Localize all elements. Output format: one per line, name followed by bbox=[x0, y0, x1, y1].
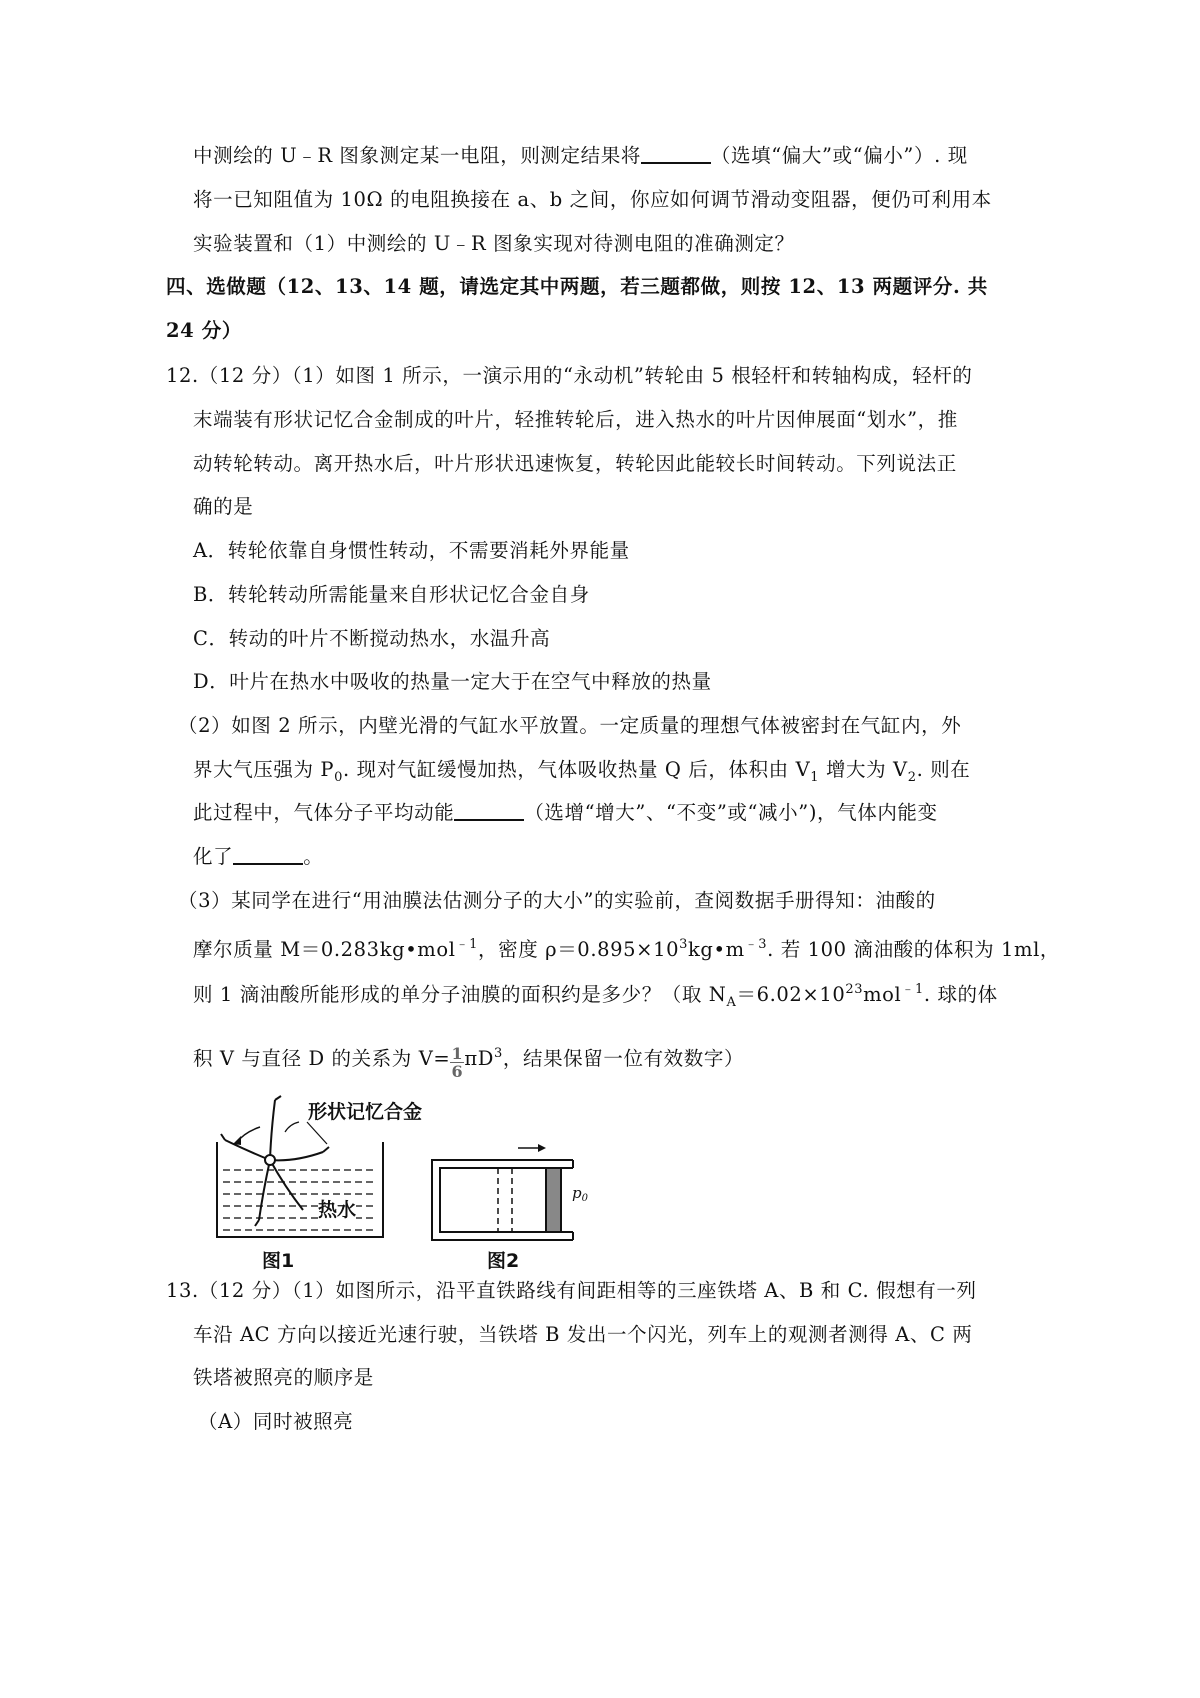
text-span: 积 V 与直径 D 的关系为 V= bbox=[193, 1047, 451, 1070]
question-13-text: 13.（12 分）（1）如图所示，沿平直铁路线有间距相等的三座铁塔 A、B 和 C. 假想有一列 bbox=[166, 1279, 977, 1302]
text-line bbox=[193, 142, 968, 170]
section-heading: 四、选做题（12、13、14 题，请选定其中两题，若三题都做，则按 12、13 两题评分. 共 bbox=[166, 275, 988, 298]
text-span: 则 1 滴油酸所能形成的单分子油膜的面积约是多少？（取 N bbox=[193, 983, 727, 1006]
figure-2-caption: 图2 bbox=[487, 1250, 520, 1272]
text-span: 增大为 V bbox=[819, 758, 908, 781]
subscript: 0 bbox=[581, 1193, 588, 1204]
superscript: ﹣3 bbox=[744, 937, 768, 952]
text-line: 实验装置和（1）中测绘的 U﹣R 图象实现对待测电阻的准确测定？ bbox=[193, 232, 795, 255]
text-line: 动转轮转动。离开热水后，叶片形状迅速恢复，转轮因此能较长时间转动。下列说法正 bbox=[193, 452, 957, 475]
option-a: （A）同时被照亮 bbox=[198, 1410, 354, 1433]
text-span: πD bbox=[464, 1047, 494, 1070]
text-span: . 现对气缸缓慢加热，气体吸收热量 Q 后，体积由 V bbox=[343, 758, 811, 781]
text-span: 界大气压强为 P bbox=[193, 758, 335, 781]
text-line bbox=[193, 843, 323, 871]
option-c: C．转动的叶片不断搅动热水，水温升高 bbox=[193, 627, 551, 650]
text-span: （选填“偏大”或“偏小”）. 现 bbox=[710, 144, 968, 167]
superscript: ﹣1 bbox=[455, 937, 479, 952]
text-line: 确的是 bbox=[193, 495, 254, 518]
text-span: （选增“增大”、“不变”或“减小”)，气体内能变 bbox=[524, 801, 938, 824]
answer-blank bbox=[641, 142, 711, 164]
text-span: ＝6.02×10 bbox=[736, 983, 846, 1006]
subscript: A bbox=[726, 995, 737, 1010]
text-span: 化了 bbox=[193, 845, 234, 868]
text-line bbox=[193, 931, 1060, 964]
text-line: 末端装有形状记忆合金制成的叶片，轻推转轮后，进入热水的叶片因伸展面“划水”，推 bbox=[193, 408, 958, 431]
text-span: 中测绘的 U﹣R 图象测定某一电阻，则测定结果将 bbox=[193, 144, 641, 167]
text-line bbox=[193, 799, 938, 827]
superscript: ﹣1 bbox=[901, 982, 924, 997]
text-span: ，结果保留一位有效数字） bbox=[502, 1047, 745, 1070]
text-span: . 则在 bbox=[916, 758, 971, 781]
text-line bbox=[193, 756, 970, 792]
answer-blank bbox=[454, 799, 524, 821]
text-span: p bbox=[572, 1184, 582, 1202]
superscript: 3 bbox=[679, 937, 688, 952]
text-line: 将一已知阻值为 10Ω 的电阻换接在 a、b 之间，你应如何调节滑动变阻器，便仍可利用本 bbox=[193, 188, 992, 211]
subscript: 0 bbox=[334, 770, 343, 785]
option-b: B．转轮转动所需能量来自形状记忆合金自身 bbox=[193, 583, 590, 606]
text-span: . 若 100 滴油酸的体积为 1ml， bbox=[767, 938, 1061, 961]
fraction-denominator: 6 bbox=[451, 1062, 464, 1081]
text-line bbox=[193, 976, 998, 1017]
fraction bbox=[450, 1045, 464, 1080]
option-d: D．叶片在热水中吸收的热量一定大于在空气中释放的热量 bbox=[193, 670, 712, 693]
figure-1-caption: 图1 bbox=[262, 1250, 295, 1272]
text-span: ，密度 ρ＝0.895×10 bbox=[478, 938, 680, 961]
text-line bbox=[193, 1040, 744, 1080]
subscript: 1 bbox=[810, 770, 820, 785]
answer-blank bbox=[233, 843, 303, 865]
superscript: 23 bbox=[845, 982, 864, 997]
label-shape-memory-alloy: 形状记忆合金 bbox=[308, 1101, 423, 1123]
text-line: （3）某同学在进行“用油膜法估测分子的大小”的实验前，查阅数据手册得知：油酸的 bbox=[178, 889, 936, 912]
superscript: 3 bbox=[494, 1046, 503, 1061]
label-p0 bbox=[572, 1184, 588, 1204]
text-span: 。 bbox=[303, 845, 324, 868]
fraction-numerator: 1 bbox=[451, 1044, 464, 1063]
text-span: mol bbox=[863, 983, 902, 1006]
text-line: （2）如图 2 所示，内壁光滑的气缸水平放置。一定质量的理想气体被密封在气缸内，外 bbox=[178, 714, 962, 737]
question-12-text: 12.（12 分）（1）如图 1 所示，一演示用的“永动机”转轮由 5 根轻杆和转轴构成，轻杆的 bbox=[166, 364, 973, 387]
subscript: 2 bbox=[907, 770, 917, 785]
text-line: 车沿 AC 方向以接近光速行驶，当铁塔 B 发出一个闪光，列车上的观测者测得 A、C 两 bbox=[193, 1323, 973, 1346]
text-span: 摩尔质量 M＝0.283kg•mol bbox=[193, 938, 456, 961]
section-heading: 24 分） bbox=[166, 319, 242, 342]
label-hot-water: 热水 bbox=[318, 1195, 356, 1222]
text-span: . 球的体 bbox=[923, 983, 998, 1006]
option-a: A．转轮依靠自身惯性转动，不需要消耗外界能量 bbox=[193, 539, 630, 562]
text-line: 铁塔被照亮的顺序是 bbox=[193, 1366, 374, 1389]
text-span: kg•m bbox=[687, 938, 745, 961]
text-span: 此过程中，气体分子平均动能 bbox=[193, 801, 455, 824]
